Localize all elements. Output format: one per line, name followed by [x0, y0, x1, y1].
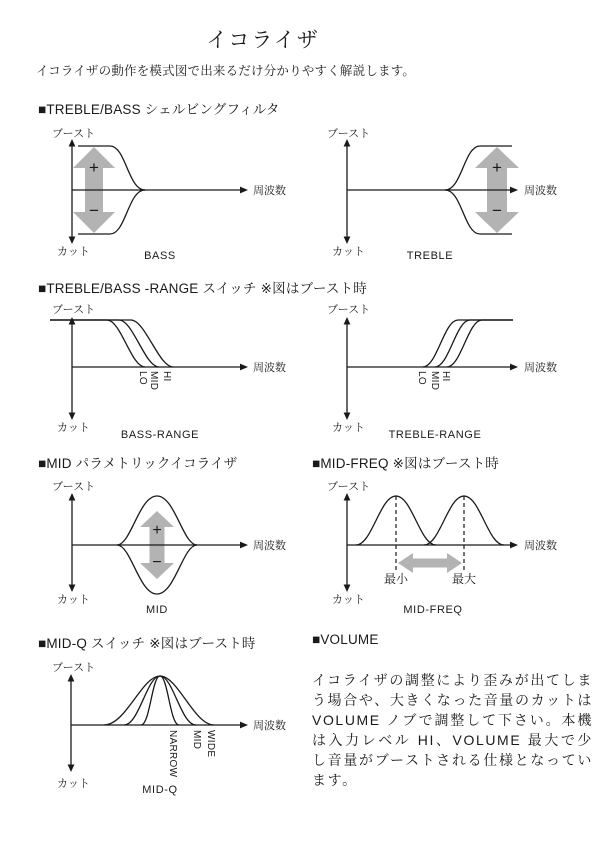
q-narrow-label: NARROW	[167, 730, 178, 778]
range-hi-label: HI	[161, 371, 172, 382]
boost-label: ブースト	[52, 481, 96, 493]
axes	[344, 317, 518, 420]
plus-label: +	[152, 522, 162, 539]
section-heading-range: ■TREBLE/BASS -RANGE スイッチ ※図はブースト時	[38, 281, 367, 296]
frequency-label: 周波数	[253, 540, 286, 552]
frequency-label: 周波数	[524, 185, 557, 197]
plus-label: +	[89, 158, 99, 177]
range-mid-label: MID	[148, 371, 159, 391]
boost-label: ブースト	[327, 304, 371, 316]
q-mid-label: MID	[191, 730, 202, 750]
q-wide-label: WIDE	[205, 730, 216, 758]
cut-label: カット	[57, 594, 90, 606]
diagram-caption: TREBLE-RANGE	[388, 429, 482, 441]
range-hi-label: HI	[440, 371, 451, 382]
boost-label: ブースト	[52, 128, 96, 140]
range-mid-label: MID	[429, 371, 440, 391]
range-curves	[50, 320, 173, 367]
mid-freq-diagram	[300, 473, 600, 621]
cut-label: カット	[57, 778, 90, 790]
q-curves	[104, 676, 214, 725]
frequency-label: 周波数	[253, 720, 286, 732]
freq-sweep-arrow-icon	[398, 553, 462, 573]
bass-diagram	[30, 120, 310, 265]
minus-label: −	[89, 201, 99, 220]
range-lo-label: LO	[137, 371, 148, 385]
mid-q-diagram	[30, 648, 310, 813]
minus-label: −	[492, 201, 502, 220]
cut-label: カット	[332, 246, 365, 258]
frequency-label: 周波数	[253, 362, 286, 374]
freq-max-label: 最大	[451, 572, 477, 586]
diagram-caption: BASS-RANGE	[120, 429, 200, 441]
minus-label: −	[152, 554, 162, 571]
diagram-caption: MID-FREQ	[403, 604, 463, 616]
boost-label: ブースト	[52, 662, 96, 674]
bell-curves	[356, 496, 504, 545]
axes	[69, 317, 248, 420]
bass-range-diagram	[30, 298, 310, 446]
page-subtitle: イコライザの動作を模式図で出来るだけ分かりやすく解説します。	[36, 64, 416, 78]
cut-label: カット	[332, 422, 365, 434]
diagram-caption: MID-Q	[142, 784, 178, 796]
section-heading-shelving: ■TREBLE/BASS シェルビングフィルタ	[38, 102, 280, 117]
frequency-label: 周波数	[524, 540, 557, 552]
mid-diagram	[30, 473, 310, 621]
cut-label: カット	[332, 594, 365, 606]
cut-label: カット	[57, 422, 90, 434]
boost-label: ブースト	[52, 304, 96, 316]
cut-label: カット	[57, 246, 90, 258]
section-heading-mid-q: ■MID-Q スイッチ ※図はブースト時	[38, 636, 256, 651]
volume-paragraph: イコライザの調整により歪みが出てしまう場合や、大きくなった音量のカットは VOLUME ノブで調整して下さい。本機は入力レベル HI、VOLUME 最大で少し音量がブーストされる仕様となっています。	[312, 672, 593, 788]
freq-min-label: 最小	[383, 572, 409, 586]
frequency-label: 周波数	[253, 185, 286, 197]
section-heading-mid-freq: ■MID-FREQ ※図はブースト時	[312, 456, 499, 471]
diagram-caption: BASS	[144, 250, 176, 262]
range-lo-label: LO	[416, 371, 427, 385]
treble-diagram	[300, 120, 600, 265]
section-heading-volume: ■VOLUME	[312, 632, 379, 647]
treble-range-diagram	[300, 298, 600, 446]
page-title: イコライザ	[206, 29, 320, 52]
diagram-caption: MID	[146, 604, 168, 616]
diagram-caption: TREBLE	[406, 250, 454, 262]
boost-label: ブースト	[327, 481, 371, 493]
boost-label: ブースト	[327, 128, 371, 140]
plus-label: +	[492, 158, 502, 177]
axes	[68, 674, 248, 772]
frequency-label: 周波数	[524, 362, 557, 374]
section-heading-mid: ■MID パラメトリックイコライザ	[38, 456, 238, 471]
range-curves	[423, 320, 513, 367]
